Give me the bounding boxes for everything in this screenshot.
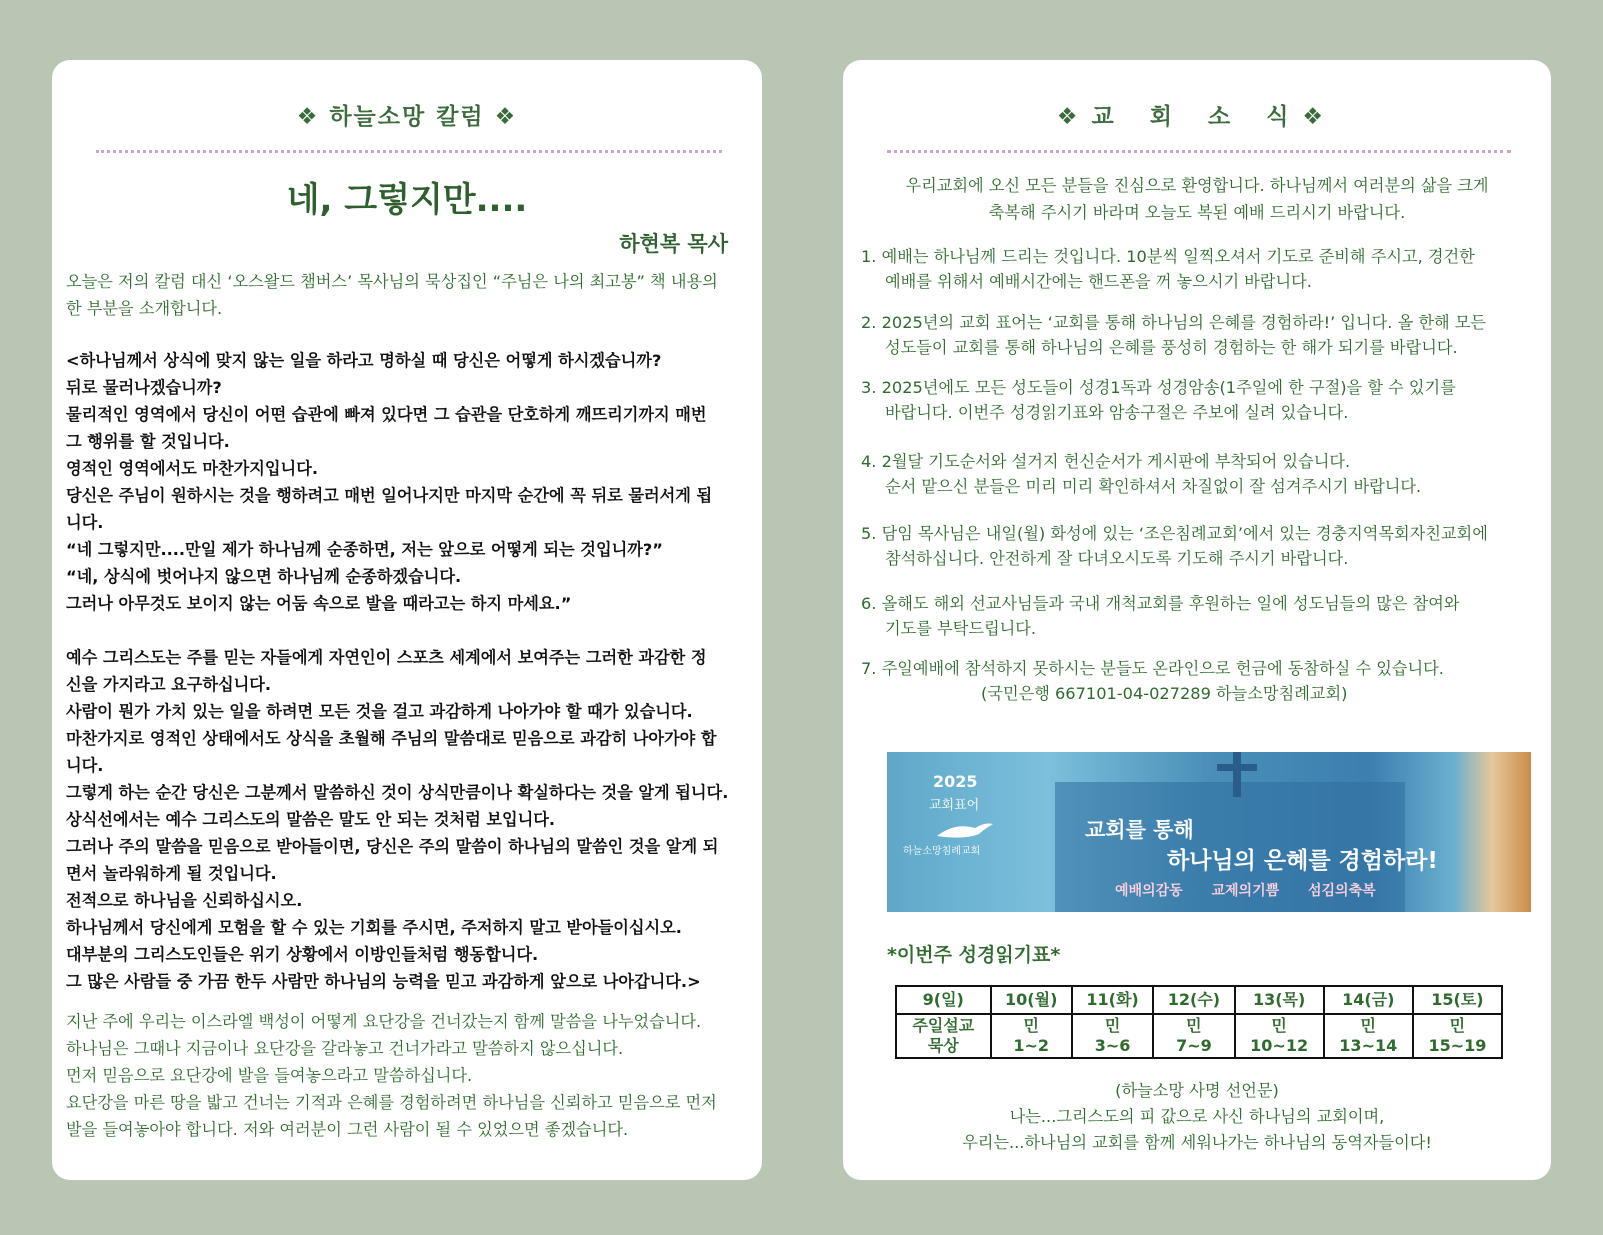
quote-line: 그러나 아무것도 보이지 않는 어둠 속으로 발을 때라고는 하지 마세요.” [66,594,572,613]
closing-line: 하나님은 그때나 지금이나 요단강을 갈라놓고 건너가라고 말씀하지 않으십니다. [66,1039,624,1058]
quote-line: 영적인 영역에서도 마찬가지입니다. [66,459,318,478]
cell-bottom: 10~12 [1250,1036,1309,1055]
quote-line: 그 많은 사람들 중 가끔 한두 사람만 하나님의 능력을 믿고 과감하게 앞으로 나아갑니다.> [66,972,701,991]
banner-motto-line1: 교회를 통해 [1085,818,1194,842]
cross-icon [1217,764,1257,771]
column-page [52,60,762,1180]
intro-line: 오늘은 저의 칼럼 대신 ‘오스왈드 챔버스’ 목사님의 묵상집인 “주님은 나의 최고봉” 책 내용의 [66,272,718,291]
quote-line: 니다. [66,756,104,775]
table-cell [1072,1014,1153,1058]
cell-top: 민 [1271,1016,1287,1035]
table-cell [991,1014,1072,1058]
news-line: 바랍니다. 이번주 성경읽기표와 암송구절은 주보에 실려 있습니다. [885,403,1349,422]
banner-motto-line2: 하나님의 은혜를 경험하라! [1167,848,1438,874]
news-page [843,60,1551,1180]
news-line: 1. 예배는 하나님께 드리는 것입니다. 10분씩 일찍오셔서 기도로 준비해 주시고, 경건한 [861,247,1475,266]
quote-line: 상식선에서는 예수 그리스도의 말씀은 말도 안 되는 것처럼 보입니다. [66,810,556,829]
news-line: 성도들이 교회를 통해 하나님의 은혜를 풍성히 경험하는 한 해가 되기를 바랍니다. [885,338,1458,357]
news-line: 참석하십니다. 안전하게 잘 다녀오시도록 기도해 주시기 바랍니다. [885,549,1349,568]
news-line: 6. 올해도 해외 선교사님들과 국내 개척교회를 후원하는 일에 성도님들의 많은 참여와 [861,594,1460,613]
motto-banner [887,752,1531,912]
banner-year: 2025 [933,772,978,791]
table-cell [1235,1014,1324,1058]
quote-line: 뒤로 물러나겠습니까? [66,378,222,397]
quote-line: 하나님께서 당신에게 모험을 할 수 있는 기회를 주시면, 주저하지 말고 받아들이십시오. [66,918,682,937]
news-line: (국민은행 667101-04-027289 하늘소망침례교회) [981,684,1348,703]
quote-line: “네, 상식에 벗어나지 않으면 하나님께 순종하겠습니다. [66,567,462,586]
table-cell [1413,1014,1502,1058]
dotted-divider [887,150,1511,153]
closing-line: 요단강을 마른 땅을 밟고 건너는 기적과 은혜를 경험하려면 하나님을 신뢰하고 믿음으로 먼저 [66,1093,717,1112]
quote-line: 그러나 주의 말씀을 믿음으로 받아들이면, 당신은 주의 말씀이 하나님의 말씀인 것을 알게 되 [66,837,719,856]
table-cell [896,1014,991,1058]
cell-bottom: 7~9 [1176,1036,1212,1055]
quote-line: 마찬가지로 영적인 상태에서도 상식을 초월해 주님의 말씀대로 믿음으로 과감히 나아가야 합 [66,729,717,748]
quote-line: <하나님께서 상식에 맞지 않는 일을 하라고 명하실 때 당신은 어떻게 하시겠습니까? [66,351,662,370]
welcome-line: 우리교회에 오신 모든 분들을 진심으로 환영합니다. 하나님께서 여러분의 삶을 크게 [905,176,1489,195]
quote-line: 당신은 주님이 원하시는 것을 행하려고 매번 일어나지만 마지막 순간에 꼭 뒤로 물러서게 됩 [66,486,713,505]
news-line: 7. 주일예배에 참석하지 못하시는 분들도 온라인으로 헌금에 동참하실 수 있습니다. [861,659,1444,678]
table-cell [1324,1014,1413,1058]
table-header-cell: 13(목) [1235,986,1324,1014]
cell-top: 주일설교 [912,1016,975,1035]
closing-paragraph [66,1008,766,1143]
column-title: ❖ 하늘소망 칼럼 ❖ [296,104,518,130]
quote-line: “네 그렇지만....만일 제가 하나님께 순종하면, 저는 앞으로 어떻게 되는 것입니까?” [66,540,663,559]
news-item [861,244,1551,294]
closing-line: 먼저 믿음으로 요단강에 발을 들여놓으라고 말씀하십니다. [66,1066,473,1085]
reading-table-title: *이번주 성경읽기표* [887,944,1061,966]
cell-top: 민 [1186,1016,1202,1035]
column-headline: 네, 그렇지만.... [286,180,528,220]
quote-line: 물리적인 영역에서 당신이 어떤 습관에 빠져 있다면 그 습관을 단호하게 깨뜨리기까지 매번 [66,405,707,424]
cross-icon [1233,752,1241,797]
column-author: 하현복 목사 [619,232,728,256]
news-line: 5. 담임 목사님은 내일(월) 화성에 있는 ‘조은침례교회’에서 있는 경충지역목회자친교회에 [861,524,1488,543]
table-header-cell: 12(수) [1153,986,1234,1014]
cell-top: 민 [1023,1016,1039,1035]
news-item [861,449,1551,499]
cell-bottom: 15~19 [1428,1036,1487,1055]
dotted-divider [96,150,722,153]
banner-tags [1115,880,1400,900]
closing-line: 발을 들여놓아야 합니다. 저와 여러분이 그런 사람이 될 수 있었으면 좋겠습니다. [66,1120,629,1139]
news-line: 기도를 부탁드립니다. [885,619,1037,638]
banner-tag: 교제의기쁨 [1211,883,1280,899]
dove-icon [935,820,995,842]
table-header-cell: 10(월) [991,986,1072,1014]
news-title: ❖교 회 소 식❖ [1056,104,1338,130]
table-header-cell: 11(화) [1072,986,1153,1014]
cell-top: 민 [1360,1016,1376,1035]
cell-bottom: 13~14 [1339,1036,1398,1055]
cell-top: 민 [1104,1016,1121,1035]
quote-line: 대부분의 그리스도인들은 위기 상황에서 이방인들처럼 행동합니다. [66,945,539,964]
quote-line: 그렇게 하는 순간 당신은 그분께서 말씀하신 것이 상식만큼이나 확실하다는 것을 알게 됩니다. [66,783,729,802]
news-item [861,656,1551,706]
cell-bottom: 1~2 [1013,1036,1050,1055]
news-line: 2. 2025년의 교회 표어는 ‘교회를 통해 하나님의 은혜를 경험하라!’ 입니다. 올 한해 모든 [861,313,1487,332]
banner-church-name: 하늘소망침례교회 [903,846,981,857]
table-header-cell: 14(금) [1324,986,1413,1014]
news-line: 예배를 위해서 예배시간에는 핸드폰을 꺼 놓으시기 바랍니다. [885,272,1312,291]
welcome-line: 축복해 주시기 바라며 오늘도 복된 예배 드리시기 바랍니다. [988,203,1406,222]
news-line: 순서 맡으신 분들은 미리 미리 확인하셔서 차질없이 잘 섬겨주시기 바랍니다. [885,477,1422,496]
table-row [896,1014,1502,1058]
mission-line: (하늘소망 사명 선언문) [1115,1081,1279,1100]
news-item [861,375,1551,425]
banner-tag: 섬김의축복 [1308,883,1376,899]
news-item [861,521,1551,571]
intro-paragraph [66,268,766,322]
table-header-row [896,986,1502,1014]
quote-line: 예수 그리스도는 주를 믿는 자들에게 자연인이 스포츠 세계에서 보여주는 그러한 과감한 정 [66,648,707,667]
news-item [861,310,1551,360]
quote-line: 전적으로 하나님을 신뢰하십시오. [66,891,303,910]
news-item [861,591,1551,641]
quote-line: 신을 가지라고 요구하십니다. [66,675,272,694]
mission-statement [843,1078,1551,1156]
news-line: 3. 2025년에도 모든 성도들이 성경1독과 성경암송(1주일에 한 구절)을 할 수 있기를 [861,378,1456,397]
cell-top: 민 [1449,1016,1466,1035]
cell-bottom: 묵상 [927,1036,959,1055]
quote-line: 그 행위를 할 것입니다. [66,432,230,451]
banner-tag: 예배의감동 [1115,883,1183,899]
quote-line: 니다. [66,513,104,532]
table-header-cell: 15(토) [1413,986,1502,1014]
bible-reading-table [895,985,1503,1059]
quote-line: 사람이 뭔가 가치 있는 일을 하려면 모든 것을 걸고 과감하게 나아가야 할 때가 있습니다. [66,702,693,721]
news-line: 4. 2월달 기도순서와 설거지 헌신순서가 게시판에 부착되어 있습니다. [861,452,1351,471]
table-cell [1153,1014,1234,1058]
mission-line: 나는...그리스도의 피 값으로 사신 하나님의 교회이며, [1009,1107,1385,1126]
intro-line: 한 부분을 소개합니다. [66,299,223,318]
quote-line: 면서 놀라워하게 될 것입니다. [66,864,277,883]
quote-paragraph [66,347,766,995]
welcome-message [843,172,1551,226]
quote-line [66,617,766,644]
banner-subtitle: 교회표어 [929,798,980,813]
cell-bottom: 3~6 [1094,1036,1131,1055]
table-header-cell: 9(일) [896,986,991,1014]
mission-line: 우리는...하나님의 교회를 함께 세워나가는 하나님의 동역자들이다! [962,1133,1432,1152]
closing-line: 지난 주에 우리는 이스라엘 백성이 어떻게 요단강을 건너갔는지 함께 말씀을 나누었습니다. [66,1012,702,1031]
